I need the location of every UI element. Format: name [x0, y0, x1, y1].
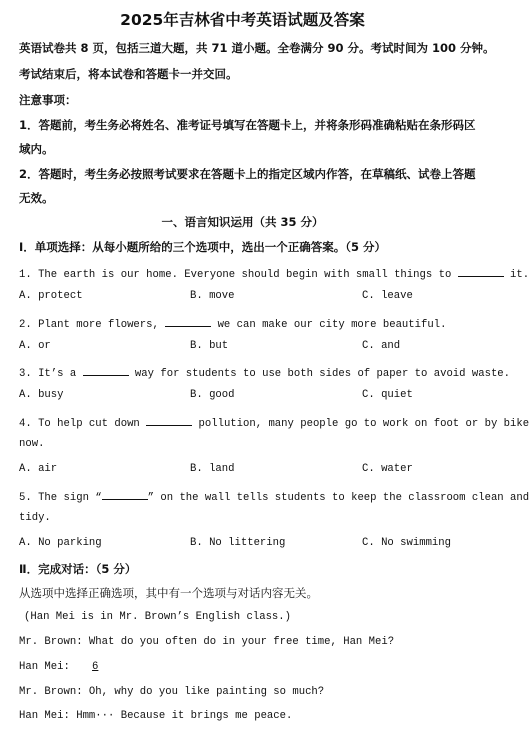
- note-1-line-2: 域内。: [19, 142, 54, 156]
- question-4-stem-end: pollution, many people go to work on foot or by bike: [192, 418, 529, 430]
- answer-blank: [458, 265, 504, 277]
- question-5-stem-continued: tidy.: [19, 512, 51, 524]
- answer-blank: [146, 414, 192, 426]
- question-4-stem-start: 4. To help cut down: [19, 418, 147, 430]
- question-4-option-c: C. water: [362, 463, 413, 475]
- part1-heading: Ⅰ．单项选择：从每小题所给的三个选项中，选出一个正确答案。（5 分）: [19, 240, 387, 254]
- answer-blank: [83, 364, 129, 376]
- question-4-option-a: A. air: [19, 463, 58, 475]
- note-2-line-1: 2．答题时，考生务必按照考试要求在答题卡上的指定区域内作答，在草稿纸、试卷上答题: [19, 167, 476, 181]
- question-2-stem-end: we can make our city more beautiful.: [211, 319, 447, 331]
- note-1-line-1: 1．答题前，考生务必将姓名、准考证号填写在答题卡上，并将条形码准确粘贴在条形码区: [19, 118, 476, 132]
- dialogue-line-2: [19, 661, 114, 673]
- question-3-stem-end: way for students to use both sides of paper to avoid waste.: [128, 368, 511, 380]
- question-4-stem: [19, 414, 529, 430]
- question-2-option-c: C. and: [362, 340, 401, 352]
- blank-number-6: 6: [92, 661, 99, 673]
- question-2-option-b: B. but: [190, 340, 229, 352]
- question-5-stem: [19, 488, 529, 504]
- question-2-stem: [19, 315, 446, 331]
- dialogue-speaker-han-mei: Han Mei:: [19, 661, 77, 673]
- question-3-stem-start: 3. It’s a: [19, 368, 83, 380]
- answer-blank: [165, 315, 211, 327]
- dialogue-line-4: Han Mei: Hmm··· Because it brings me peace.: [19, 710, 293, 722]
- notes-heading: 注意事项：: [19, 93, 77, 107]
- note-2-line-2: 无效。: [19, 191, 54, 205]
- question-4-option-b: B. land: [190, 463, 235, 475]
- question-3-option-c: C. quiet: [362, 389, 413, 401]
- answer-blank: [102, 488, 148, 500]
- question-3-option-b: B. good: [190, 389, 235, 401]
- dialogue-context: (Han Mei is in Mr. Brown’s English class.): [24, 611, 292, 623]
- intro-line-2: 考试结束后，将本试卷和答题卡一并交回。: [19, 67, 238, 81]
- question-5-option-b: B. No littering: [190, 537, 286, 549]
- question-1-option-b: B. move: [190, 290, 235, 302]
- section-heading: 一、语言知识运用（共 35 分）: [161, 215, 324, 229]
- question-4-stem-continued: now.: [19, 438, 45, 450]
- question-5-stem-end: ” on the wall tells students to keep the classroom clean and: [147, 492, 529, 504]
- question-2-option-a: A. or: [19, 340, 51, 352]
- page-title: 2025年吉林省中考英语试题及答案: [120, 11, 365, 29]
- question-1-stem-start: 1. The earth is our home. Everyone should begin with small things to: [19, 269, 458, 281]
- dialogue-line-1: Mr. Brown: What do you often do in your free time, Han Mei?: [19, 636, 395, 648]
- question-1-option-c: C. leave: [362, 290, 413, 302]
- question-2-stem-start: 2. Plant more flowers,: [19, 319, 166, 331]
- question-1-stem-end: it.: [503, 269, 529, 281]
- question-1-stem: [19, 265, 529, 281]
- question-3-stem: [19, 364, 510, 380]
- part2-heading: Ⅱ．完成对话：（5 分）: [19, 562, 137, 576]
- dialogue-line-3: Mr. Brown: Oh, why do you like painting so much?: [19, 686, 325, 698]
- intro-line-1: 英语试卷共 8 页，包括三道大题，共 71 道小题。全卷满分 90 分。考试时间为 100 分钟。: [19, 41, 495, 55]
- question-5-stem-start: 5. The sign “: [19, 492, 102, 504]
- part2-instruction: 从选项中选择正确选项，其中有一个选项与对话内容无关。: [19, 586, 318, 600]
- question-5-option-a: A. No parking: [19, 537, 102, 549]
- question-1-option-a: A. protect: [19, 290, 83, 302]
- question-5-option-c: C. No swimming: [362, 537, 452, 549]
- question-3-option-a: A. busy: [19, 389, 64, 401]
